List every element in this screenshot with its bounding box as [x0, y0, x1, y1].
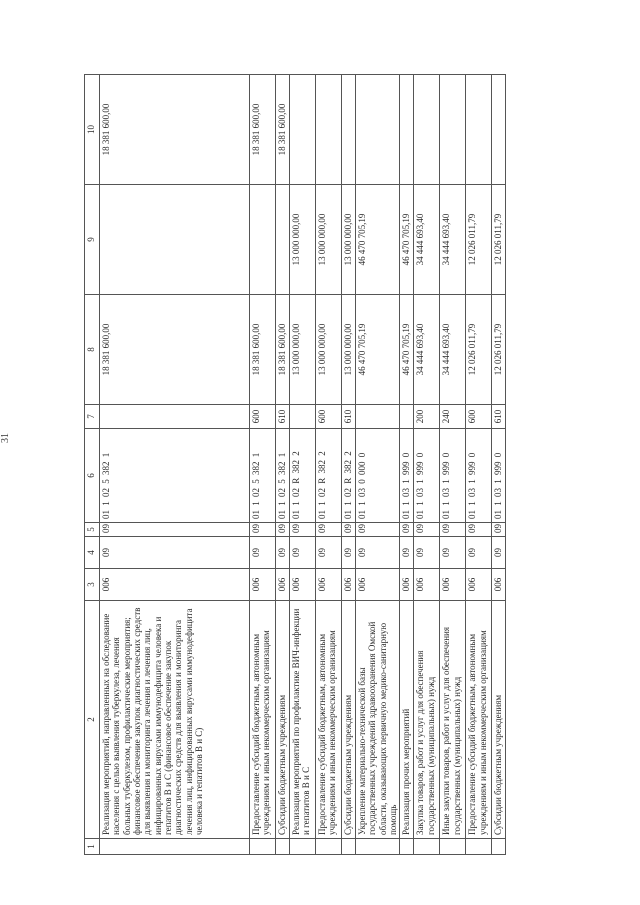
- cell-code: 006: [414, 569, 440, 601]
- cell-target-article: 01 1 03 1 999 0: [492, 429, 506, 523]
- cell-amount-b: [342, 75, 356, 185]
- cell-amount-b: [290, 75, 316, 185]
- cell-code: 006: [100, 569, 250, 601]
- cell-expense-type: 200: [414, 405, 440, 429]
- cell-subsection: 09: [400, 523, 414, 537]
- column-header: 4: [85, 537, 100, 569]
- cell-section: 09: [356, 537, 400, 569]
- table-row: [250, 75, 276, 855]
- cell-subsection: 09: [414, 523, 440, 537]
- cell-target-article: 01 1 02 5 382 1: [100, 429, 250, 523]
- cell-amount-total: 18 381 600,00: [100, 295, 250, 405]
- cell-target-article: 01 1 02 R 382 2: [316, 429, 342, 523]
- cell-target-article: 01 1 03 1 999 0: [400, 429, 414, 523]
- cell-description: Субсидии бюджетным учреждениям: [276, 601, 290, 839]
- cell-subsection: 09: [316, 523, 342, 537]
- cell-amount-a: 46 470 705,19: [400, 185, 414, 295]
- cell-section: 09: [316, 537, 342, 569]
- cell-target-article: 01 1 03 1 999 0: [466, 429, 492, 523]
- cell-target-article: 01 1 02 5 382 1: [276, 429, 290, 523]
- cell-description: Субсидии бюджетным учреждениям: [492, 601, 506, 839]
- cell-amount-b: 18 381 600,00: [276, 75, 290, 185]
- cell-description: Укрепление материально-технической базы государственных учреждений здравоохранения Омской области, оказывающих первичную медико-санитарную помощь: [356, 601, 400, 839]
- table-row: [100, 75, 250, 855]
- cell-amount-a: 13 000 000,00: [290, 185, 316, 295]
- column-header: 8: [85, 295, 100, 405]
- cell-description: Реализация мероприятий по профилактике ВИЧ-инфекции и гепатитов В и С: [290, 601, 316, 839]
- cell-amount-total: 34 444 693,40: [414, 295, 440, 405]
- cell-expense-type: 610: [492, 405, 506, 429]
- cell-amount-total: 12 026 011,79: [466, 295, 492, 405]
- cell-target-article: 01 1 03 1 999 0: [414, 429, 440, 523]
- cell-expense-type: [290, 405, 316, 429]
- cell-expense-type: 600: [250, 405, 276, 429]
- cell-description: Реализация прочих мероприятий: [400, 601, 414, 839]
- cell-amount-b: [440, 75, 466, 185]
- table-row: [356, 75, 400, 855]
- cell-amount-a: 34 444 693,40: [414, 185, 440, 295]
- cell-code: 006: [400, 569, 414, 601]
- column-header: 6: [85, 429, 100, 523]
- cell-code: 006: [316, 569, 342, 601]
- cell-section: 09: [100, 537, 250, 569]
- cell-section: 09: [440, 537, 466, 569]
- cell-index: [316, 839, 342, 855]
- cell-amount-b: [356, 75, 400, 185]
- cell-section: 09: [466, 537, 492, 569]
- cell-subsection: 09: [440, 523, 466, 537]
- column-header: 1: [85, 839, 100, 855]
- column-header: 7: [85, 405, 100, 429]
- cell-subsection: 09: [250, 523, 276, 537]
- cell-expense-type: 600: [316, 405, 342, 429]
- cell-amount-a: 13 000 000,00: [316, 185, 342, 295]
- cell-description: Субсидии бюджетным учреждениям: [342, 601, 356, 839]
- cell-description: Закупка товаров, работ и услуг для обеспечения государственных (муниципальных) нужд: [414, 601, 440, 839]
- cell-amount-a: 12 026 011,79: [466, 185, 492, 295]
- cell-expense-type: 240: [440, 405, 466, 429]
- cell-subsection: 09: [342, 523, 356, 537]
- cell-index: [250, 839, 276, 855]
- cell-amount-b: [492, 75, 506, 185]
- cell-amount-total: 46 470 705,19: [400, 295, 414, 405]
- cell-section: 09: [276, 537, 290, 569]
- table-row: [316, 75, 342, 855]
- column-header: 5: [85, 523, 100, 537]
- cell-description: Предоставление субсидий бюджетным, автономным учреждениям и иным некоммерческим организациям: [250, 601, 276, 839]
- cell-subsection: 09: [356, 523, 400, 537]
- cell-code: 006: [250, 569, 276, 601]
- cell-description: Предоставление субсидий бюджетным, автономным учреждениям и иным некоммерческим организациям: [466, 601, 492, 839]
- cell-index: [276, 839, 290, 855]
- table-row: [414, 75, 440, 855]
- cell-index: [342, 839, 356, 855]
- table-row: [400, 75, 414, 855]
- cell-amount-a: 12 026 011,79: [492, 185, 506, 295]
- page-number: 31: [0, 433, 11, 443]
- cell-target-article: 01 1 02 R 382 2: [342, 429, 356, 523]
- cell-target-article: 01 1 02 5 382 1: [250, 429, 276, 523]
- cell-index: [400, 839, 414, 855]
- cell-amount-a: 46 470 705,19: [356, 185, 400, 295]
- cell-target-article: 01 1 03 0 000 0: [356, 429, 400, 523]
- cell-section: 09: [250, 537, 276, 569]
- cell-code: 006: [342, 569, 356, 601]
- cell-section: 09: [414, 537, 440, 569]
- cell-index: [492, 839, 506, 855]
- cell-amount-b: 18 381 600,00: [250, 75, 276, 185]
- cell-amount-a: [276, 185, 290, 295]
- cell-index: [356, 839, 400, 855]
- cell-amount-total: 46 470 705,19: [356, 295, 400, 405]
- cell-amount-b: [316, 75, 342, 185]
- cell-index: [290, 839, 316, 855]
- cell-amount-total: 18 381 600,00: [276, 295, 290, 405]
- cell-code: 006: [290, 569, 316, 601]
- cell-subsection: 09: [100, 523, 250, 537]
- cell-amount-a: [100, 185, 250, 295]
- cell-description: Иные закупки товаров, работ и услуг для обеспечения государственных (муниципальных) нужд: [440, 601, 466, 839]
- cell-target-article: 01 1 02 R 382 2: [290, 429, 316, 523]
- cell-index: [440, 839, 466, 855]
- cell-expense-type: 610: [342, 405, 356, 429]
- table-row: [492, 75, 506, 855]
- cell-amount-total: 13 000 000,00: [342, 295, 356, 405]
- cell-amount-total: 34 444 693,40: [440, 295, 466, 405]
- cell-section: 09: [290, 537, 316, 569]
- column-header: 9: [85, 185, 100, 295]
- cell-amount-b: [466, 75, 492, 185]
- cell-section: 09: [400, 537, 414, 569]
- cell-index: [414, 839, 440, 855]
- cell-code: 006: [466, 569, 492, 601]
- cell-code: 006: [276, 569, 290, 601]
- cell-description: Реализация мероприятий, направленных на обследование населения с целью выявления туберкулеза, лечения больных туберкулезом, профилактические мероприятия; финансовое обеспечение закупок диагностических средств для выявления и мониторинга лечения и лечения лиц, инфицированных вирусами иммунодефицита человека и гепатитов В и С (финансовое обеспечение закупок диагностических средств для выявления и мониторинга лечения лиц, инфицированных вирусами иммунодефицита человека и гепатитов В и С): [100, 601, 250, 839]
- cell-subsection: 09: [466, 523, 492, 537]
- table-row: [290, 75, 316, 855]
- column-header: 10: [85, 75, 100, 185]
- cell-expense-type: 600: [466, 405, 492, 429]
- cell-code: 006: [356, 569, 400, 601]
- cell-section: 09: [342, 537, 356, 569]
- cell-description: Предоставление субсидий бюджетным, автономным учреждениям и иным некоммерческим организациям: [316, 601, 342, 839]
- cell-amount-b: [414, 75, 440, 185]
- budget-table: [84, 74, 506, 855]
- cell-amount-b: 18 381 600,00: [100, 75, 250, 185]
- cell-amount-total: 13 000 000,00: [290, 295, 316, 405]
- rotated-table-wrapper: [84, 75, 634, 855]
- cell-amount-a: 13 000 000,00: [342, 185, 356, 295]
- column-header: 3: [85, 569, 100, 601]
- cell-amount-a: 34 444 693,40: [440, 185, 466, 295]
- cell-amount-total: 13 000 000,00: [316, 295, 342, 405]
- table-row: [276, 75, 290, 855]
- cell-expense-type: [400, 405, 414, 429]
- cell-code: 006: [492, 569, 506, 601]
- table-body: [100, 75, 506, 855]
- table-row: [440, 75, 466, 855]
- cell-section: 09: [492, 537, 506, 569]
- cell-index: [100, 839, 250, 855]
- cell-code: 006: [440, 569, 466, 601]
- cell-subsection: 09: [492, 523, 506, 537]
- cell-amount-b: [400, 75, 414, 185]
- cell-amount-a: [250, 185, 276, 295]
- cell-amount-total: 12 026 011,79: [492, 295, 506, 405]
- cell-index: [466, 839, 492, 855]
- column-header: 2: [85, 601, 100, 839]
- table-row: [342, 75, 356, 855]
- cell-target-article: 01 1 03 1 999 0: [440, 429, 466, 523]
- cell-expense-type: 610: [276, 405, 290, 429]
- cell-amount-total: 18 381 600,00: [250, 295, 276, 405]
- table-header-row: [85, 75, 100, 855]
- cell-expense-type: [100, 405, 250, 429]
- cell-subsection: 09: [290, 523, 316, 537]
- table-row: [466, 75, 492, 855]
- cell-expense-type: [356, 405, 400, 429]
- cell-subsection: 09: [276, 523, 290, 537]
